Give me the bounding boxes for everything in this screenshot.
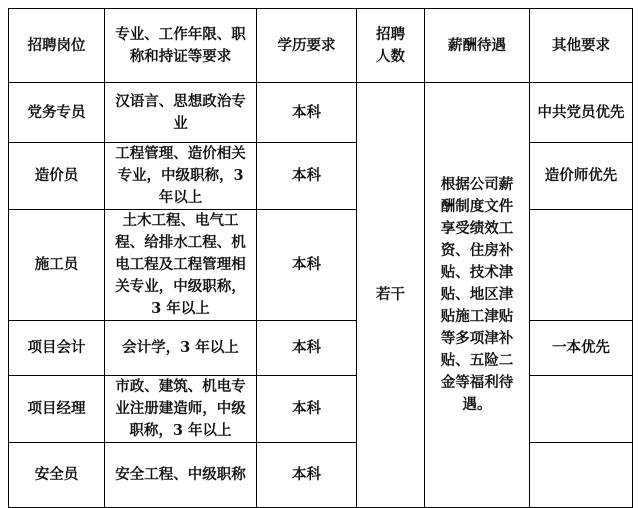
education-cell: 本科: [257, 210, 357, 321]
header-education: 学历要求: [257, 9, 357, 83]
position-cell: 项目会计: [9, 321, 105, 376]
education-cell: 本科: [257, 376, 357, 443]
position-cell: 安全员: [9, 443, 105, 508]
position-cell: 党务专员: [9, 83, 105, 143]
table-row-xiangmu-kuaiji: [9, 321, 633, 376]
requirements-cell: 会计学，3 年以上: [105, 321, 257, 376]
requirements-cell: 工程管理、造价相关专业，中级职称，3 年以上: [105, 143, 257, 210]
other-cell: 一本优先: [530, 321, 633, 376]
table-row-zaojia-yuan: [9, 143, 633, 210]
requirements-cell: 汉语言、思想政治专业: [105, 83, 257, 143]
education-cell: 本科: [257, 143, 357, 210]
salary-merged-cell: [425, 83, 530, 508]
headcount-merged-cell: 若干: [357, 83, 425, 508]
other-cell: [530, 376, 633, 443]
recruitment-table: [8, 8, 633, 508]
other-cell: [530, 210, 633, 321]
education-cell: 本科: [257, 443, 357, 508]
requirements-cell: 土木工程、电气工程、给排水工程、机电工程及工程管理相关专业，中级职称，3 年以上: [105, 210, 257, 321]
header-requirements: 专业、工作年限、职称和持证等要求: [105, 9, 257, 83]
position-cell: 项目经理: [9, 376, 105, 443]
position-cell: 造价员: [9, 143, 105, 210]
requirements-cell: 安全工程、中级职称: [105, 443, 257, 508]
table-row-dangwu-zhuanyuan: [9, 83, 633, 143]
header-row: [9, 9, 633, 83]
header-headcount: [357, 9, 425, 83]
table-row-anquan-yuan: [9, 443, 633, 508]
requirements-cell: 市政、建筑、机电专业注册建造师，中级职称，3 年以上: [105, 376, 257, 443]
other-cell: [530, 443, 633, 508]
table-row-xiangmu-jingli: [9, 376, 633, 443]
education-cell: 本科: [257, 321, 357, 376]
other-cell: 造价师优先: [530, 143, 633, 210]
header-headcount-label: 招聘人数: [375, 25, 405, 65]
header-position: 招聘岗位: [9, 9, 105, 83]
education-cell: 本科: [257, 83, 357, 143]
other-cell: 中共党员优先: [530, 83, 633, 143]
salary-merged-text: 根据公司薪酬制度文件享受绩效工资、住房补贴、技术津贴、地区津贴施工津贴等多项津补贴、五险二金等福利待遇。: [440, 176, 514, 413]
header-other: 其他要求: [530, 9, 633, 83]
table-row-shigong-yuan: [9, 210, 633, 321]
position-cell: 施工员: [9, 210, 105, 321]
header-salary: 薪酬待遇: [425, 9, 530, 83]
